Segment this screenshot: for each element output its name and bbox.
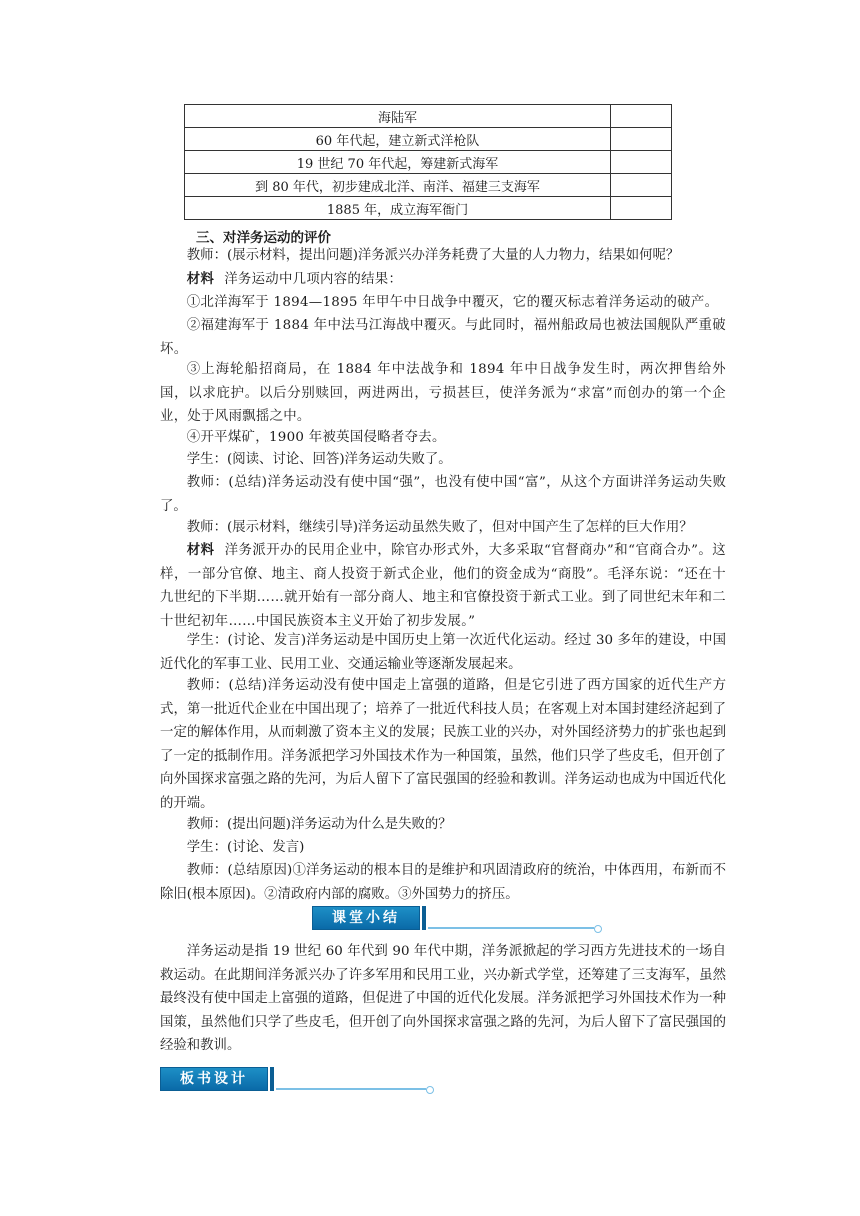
table-cell-empty <box>611 197 672 220</box>
paragraph: ②福建海军于 1884 年中法马江海战中覆灭。与此同时，福州船政局也被法国舰队严重破坏。 <box>160 318 726 357</box>
table-cell: 到 80 年代，初步建成北洋、南洋、福建三支海军 <box>185 174 611 197</box>
paragraph: 学生：(讨论、发言) <box>186 840 305 855</box>
material-text: 洋务运动中几项内容的结果： <box>224 272 403 287</box>
table-row <box>185 151 672 174</box>
banner-label: 板书设计 <box>160 1067 268 1091</box>
banner-bar <box>422 906 426 930</box>
section-heading: 三、对洋务运动的评价 <box>196 230 331 246</box>
banner-dot <box>426 1086 434 1094</box>
table-cell-empty <box>611 105 672 128</box>
paragraph: ①北洋海军于 1894—1895 年甲午中日战争中覆灭，它的覆灭标志着洋务运动的破产。 <box>186 295 719 310</box>
paragraph: 教师：(总结)洋务运动没有使中国“强”，也没有使中国“富”，从这个方面讲洋务运动失败了。 <box>160 475 726 514</box>
banner-label: 课堂小结 <box>312 906 420 930</box>
paragraph: 教师：(总结原因)①洋务运动的根本目的是维护和巩固清政府的统治，中体西用，布新而不除旧(根本原因)。②清政府内部的腐败。③外国势力的挤压。 <box>160 863 726 902</box>
table-cell-empty <box>611 128 672 151</box>
table-cell: 19 世纪 70 年代起，筹建新式海军 <box>185 151 611 174</box>
banner-board <box>160 1067 435 1091</box>
table-cell-empty <box>611 174 672 197</box>
paragraph: 教师：(提出问题)洋务运动为什么是失败的？ <box>186 817 452 832</box>
banner-dot <box>594 925 602 933</box>
material-tag: 材料 <box>186 272 215 287</box>
table-cell: 1885 年，成立海军衙门 <box>185 197 611 220</box>
paragraph: 学生：(讨论、发言)洋务运动是中国历史上第一次近代化运动。经过 30 多年的建设，中国近代化的军事工业、民用工业、交通运输业等逐渐发展起来。 <box>160 633 726 672</box>
paragraph: 教师：(展示材料，提出问题)洋务派兴办洋务耗费了大量的人力物力，结果如何呢？ <box>186 248 680 263</box>
banner-bar <box>270 1067 274 1091</box>
table-cell: 60 年代起，建立新式洋枪队 <box>185 128 611 151</box>
table-row <box>185 174 672 197</box>
banner-line <box>276 1088 426 1090</box>
paragraph: ④开平煤矿，1900 年被英国侵略者夺去。 <box>186 430 446 445</box>
material-text: 洋务派开办的民用企业中，除官办形式外，大多采取“官督商办”和“官商合办”。这样，一部分官僚、地主、商人投资于新式企业，他们的资金成为“商股”。毛泽东说：“还在十九世纪的下半期……就开始有一部分商人、地主和官僚投资于新式工业。到了同世纪末年和二十世纪初年……中国民族资本主义开始了初步发展。” <box>160 543 726 629</box>
table-row <box>185 128 672 151</box>
banner-line <box>428 927 594 929</box>
paragraph: 教师：(总结)洋务运动没有使中国走上富强的道路，但是它引进了西方国家的近代生产方式，第一批近代企业在中国出现了；培养了一批近代科技人员；在客观上对本国封建经济起到了一定的解体作用，从而刺激了资本主义的发展；民族工业的兴办，对外国经济势力的扩张也起到了一定的抵制作用。洋务派把学习外国技术作为一种国策，虽然，他们只学了些皮毛，但开创了向外国探求富强之路的先河，为后人留下了富民强国的经验和教训。洋务运动也成为中国近代化的开端。 <box>160 678 726 811</box>
table-row <box>185 197 672 220</box>
table-row <box>185 105 672 128</box>
banner-summary <box>312 906 602 930</box>
paragraph: 学生：(阅读、讨论、回答)洋务运动失败了。 <box>186 452 452 467</box>
table-cell-empty <box>611 151 672 174</box>
summary-paragraph: 洋务运动是指 19 世纪 60 年代到 90 年代中期，洋务派掀起的学习西方先进技术的一场自救运动。在此期间洋务派兴办了许多军用和民用工业，兴办新式学堂，还筹建了三支海军，虽然最终没有使中国走上富强的道路，但促进了中国的近代化发展。洋务派把学习外国技术作为一种国策，虽然他们只学了些皮毛，但开创了向外国探求富强之路的先河，为后人留下了富民强国的经验和教训。 <box>160 944 726 1053</box>
paragraph: ③上海轮船招商局，在 1884 年中法战争和 1894 年中日战争发生时，两次押售给外国，以求庇护。以后分别赎回，两进两出，亏损甚巨，使洋务派为“求富”而创办的第一个企业，处于风雨飘摇之中。 <box>160 362 726 424</box>
material-intro <box>160 268 726 292</box>
paragraph: 教师：(展示材料，继续引导)洋务运动虽然失败了，但对中国产生了怎样的巨大作用？ <box>186 520 693 535</box>
material-quote <box>160 539 726 633</box>
table-cell: 海陆军 <box>185 105 611 128</box>
navy-table <box>184 104 672 220</box>
material-tag: 材料 <box>186 543 215 558</box>
